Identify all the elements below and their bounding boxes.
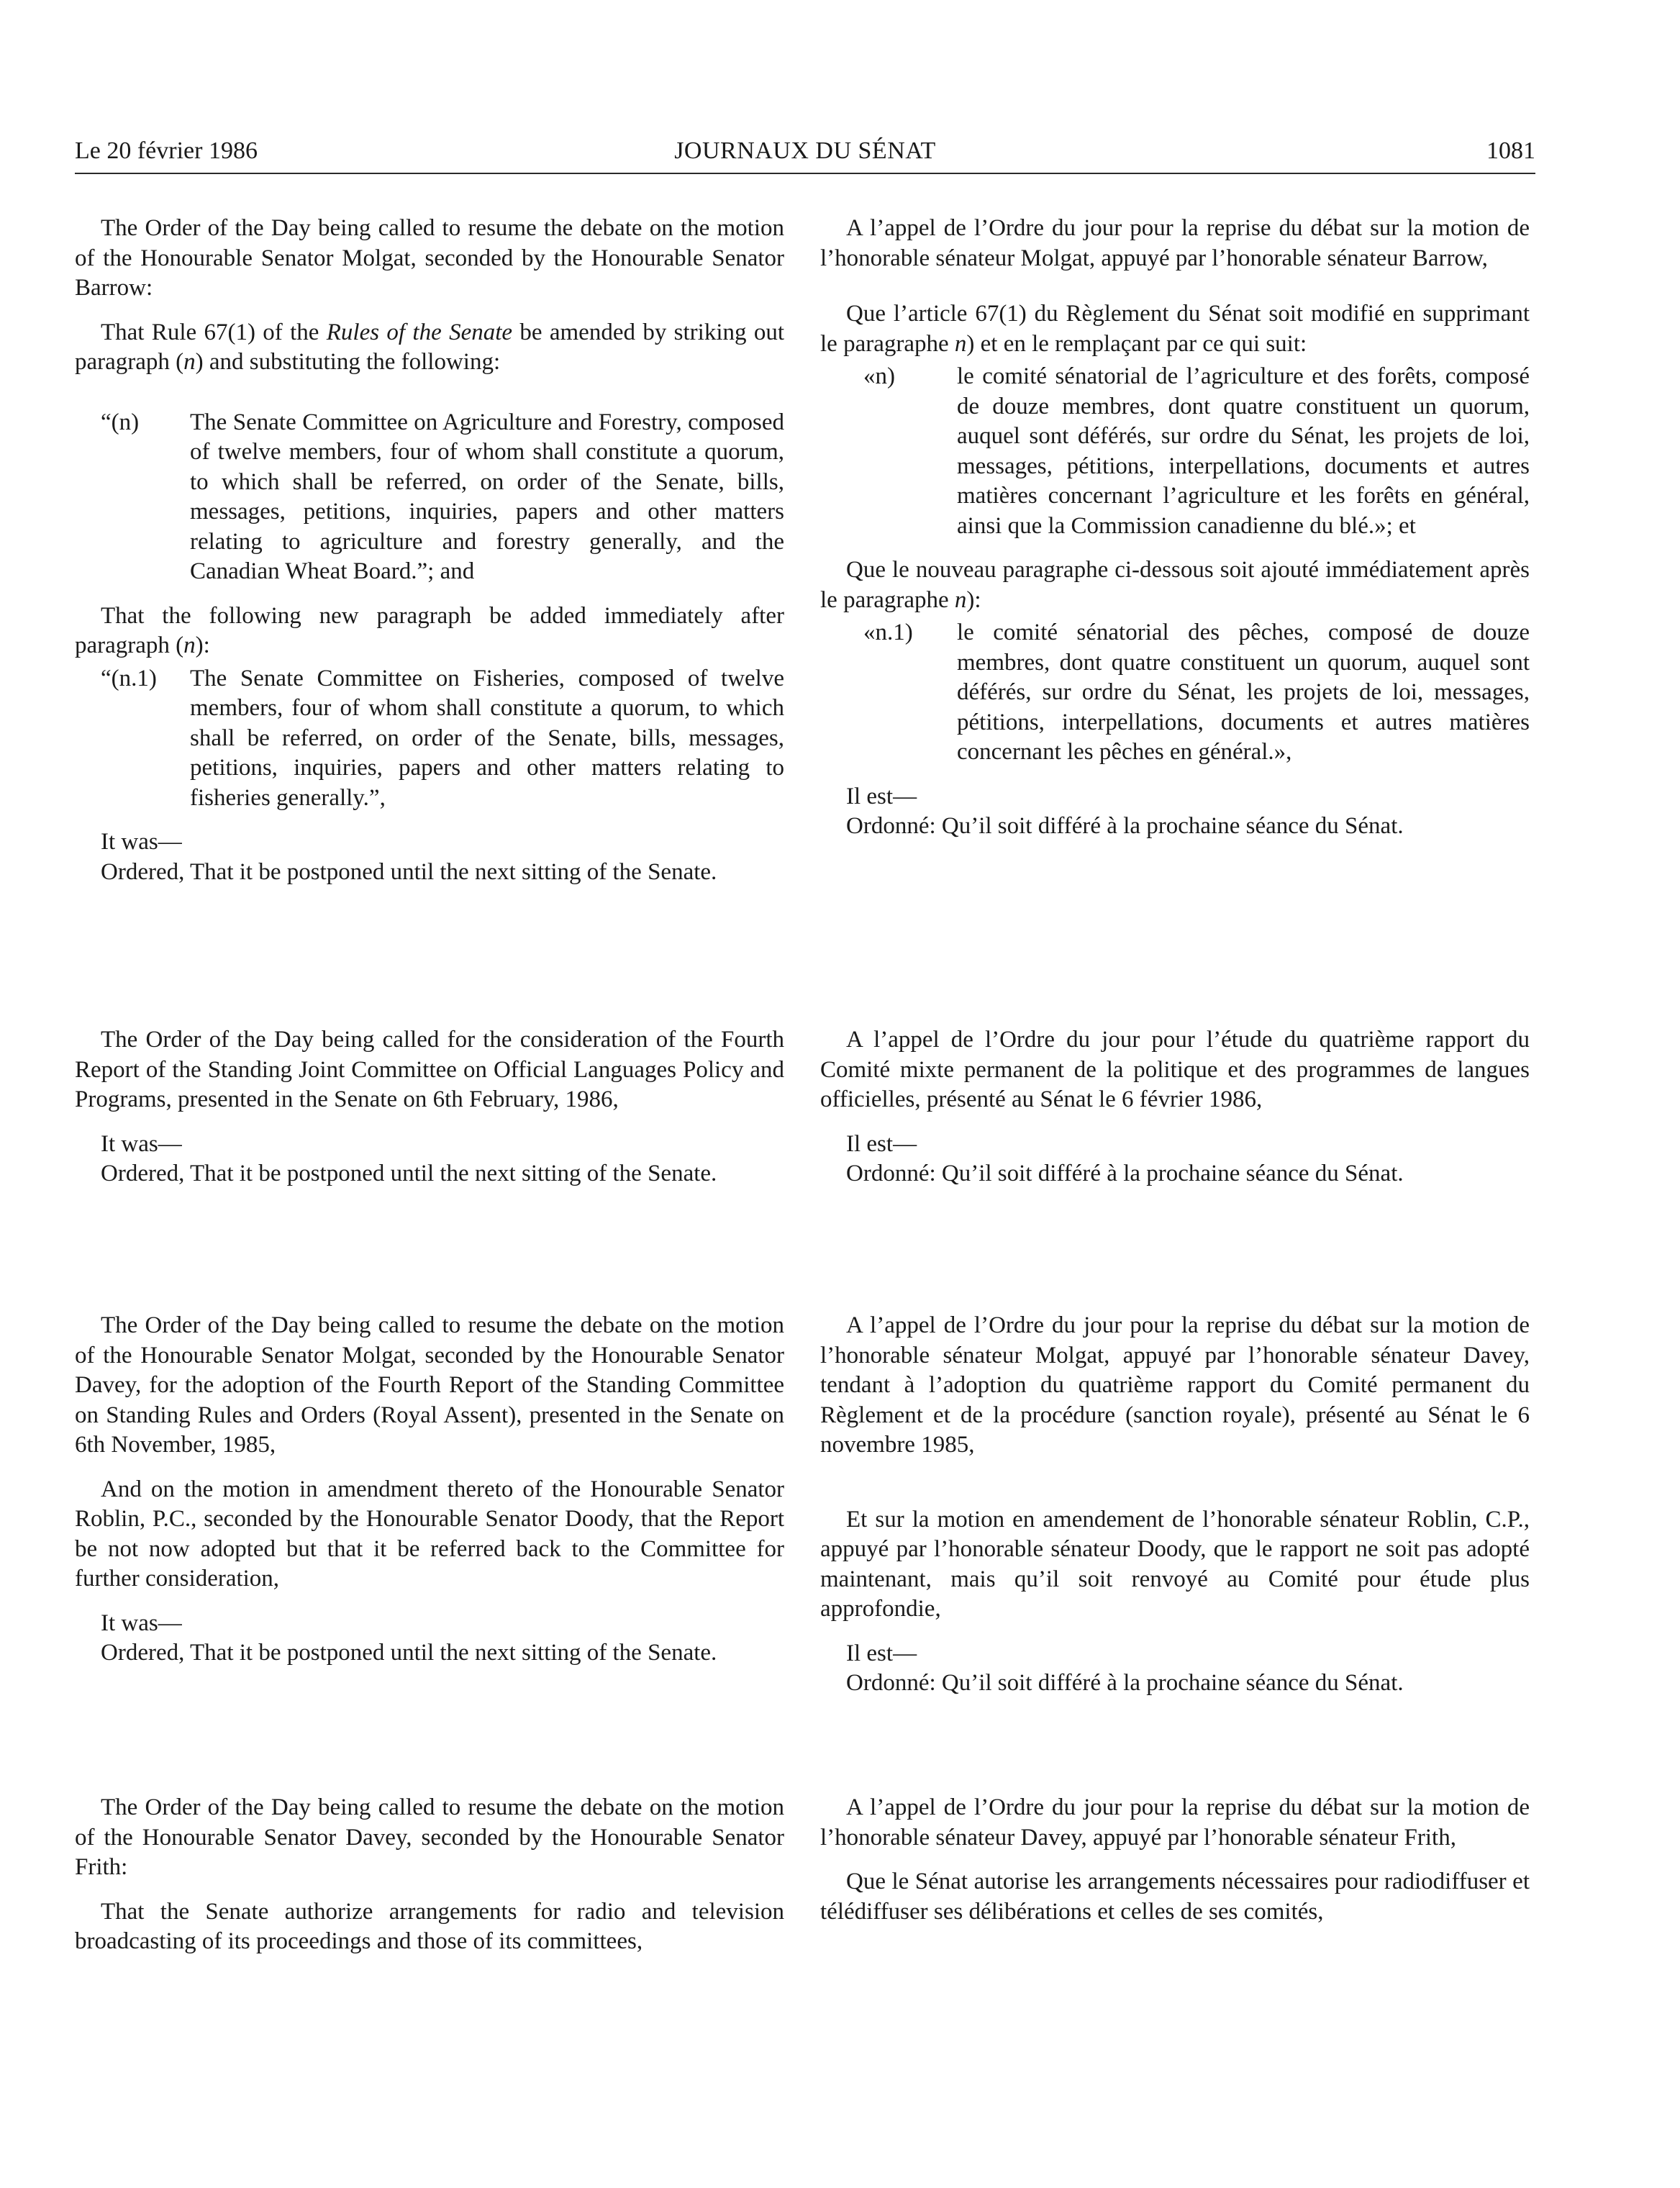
paragraph-label: «n.1) [863, 619, 913, 645]
section-2-french [820, 1025, 1530, 1189]
journal-title: JOURNAUX DU SÉNAT [674, 137, 936, 164]
section-intro: A l’appel de l’Ordre du jour pour l’étude du quatrième rapport du Comité mixte permanent de la politique et des programmes de langues officielles, présenté au Sénat le 6 février 1986, [820, 1027, 1530, 1112]
section-3-french [820, 1311, 1530, 1699]
amendment-text: Et sur la motion en amendement de l’honorable sénateur Roblin, C.P., appuyé par l’honorable sénateur Doody, que le rapport ne soit pas adopté maintenant, mais qu’il soit renvoyé au Comité pour étude plus approfondie, [820, 1506, 1530, 1622]
motion-text: Que le Sénat autorise les arrangements nécessaires pour radiodiffuser et télédiffuser ses délibérations et celles de ses comités, [820, 1869, 1530, 1925]
section-intro: The Order of the Day being called to resume the debate on the motion of the Honourable Senator Davey, seconded by the Honourable Senator Frith: [75, 1794, 784, 1880]
header-rule [75, 173, 1535, 174]
paragraph-label: “(n) [101, 409, 140, 435]
section-4-english [75, 1793, 784, 1957]
header-date: Le 20 février 1986 [75, 137, 258, 164]
paragraph-item-n [820, 362, 1530, 541]
section-intro: The Order of the Day being called to resume the debate on the motion of the Honourable Senator Molgat, seconded by the Honourable Senator Davey, for the adoption of the Fourth Report of the Standing Committee on Standing Rules and Orders (Royal Assent), presented in the Senate on 6th November, 1985, [75, 1312, 784, 1458]
paragraph-text: le comité sénatorial des pêches, composé de douze membres, dont quatre constituent un quorum, auquel sont déférés, sur ordre du Sénat, les projets de loi, messages, pétitions, interpellations, documents et autres matières concernant les pêches en général.», [957, 619, 1530, 765]
new-paragraph-text: That the following new paragraph be added immediately after paragraph (n): [75, 602, 784, 658]
section-intro: A l’appel de l’Ordre du jour pour la reprise du débat sur la motion de l’honorable sénateur Molgat, appuyé par l’honorable sénateur Davey, tendant à l’adoption du quatrième rapport du Comité permanent du Règlement et de la procédure (sanction royale), présenté au Sénat le 6 novembre 1985, [820, 1312, 1530, 1458]
ordonne-text: Ordonné: Qu’il soit différé à la prochaine séance du Sénat. [846, 813, 1404, 839]
il-est: Il est— [846, 783, 917, 809]
page-number: 1081 [1486, 137, 1535, 164]
paragraph-item-n [75, 408, 784, 587]
rule-amendment-text: That Rule 67(1) of the Rules of the Senate be amended by striking out paragraph (n) and substituting the following: [75, 319, 784, 375]
section-intro: A l’appel de l’Ordre du jour pour la reprise du débat sur la motion de l’honorable sénateur Davey, appuyé par l’honorable sénateur Frith, [820, 1794, 1530, 1851]
section-2-english [75, 1025, 784, 1189]
section-intro: A l’appel de l’Ordre du jour pour la reprise du débat sur la motion de l’honorable sénateur Molgat, appuyé par l’honorable sénateur Barrow, [820, 215, 1530, 271]
il-est: Il est— [846, 1130, 917, 1157]
section-3-english [75, 1311, 784, 1669]
paragraph-text: The Senate Committee on Fisheries, composed of twelve members, four of whom shall constitute a quorum, to which shall be referred, on order of the Senate, bills, messages, petitions, inquiries, papers and other matters relating to fisheries generally.”, [190, 665, 784, 811]
paragraph-item-n1 [75, 664, 784, 814]
section-1-french [820, 214, 1530, 842]
rule-amendment-text: Que l’article 67(1) du Règlement du Sénat soit modifié en supprimant le paragraphe n) et en le remplaçant par ce qui suit: [820, 301, 1530, 357]
rules-title: Rules of the Senate [326, 319, 513, 345]
paragraph-label: “(n.1) [101, 665, 157, 691]
amendment-text: And on the motion in amendment thereto of the Honourable Senator Roblin, P.C., seconded by the Honourable Senator Doody, that the Report be not now adopted but that it be referred back to the Committee for further consideration, [75, 1476, 784, 1592]
section-intro: The Order of the Day being called to resume the debate on the motion of the Honourable Senator Molgat, seconded by the Honourable Senator Barrow: [75, 215, 784, 301]
section-1-english [75, 214, 784, 887]
section-intro: The Order of the Day being called for the consideration of the Fourth Report of the Standing Joint Committee on Official Languages Policy and Programs, presented in the Senate on 6th February, 1986, [75, 1027, 784, 1112]
it-was: It was— [101, 829, 182, 855]
paragraph-text: The Senate Committee on Agriculture and Forestry, composed of twelve members, four of whom shall constitute a quorum, to which shall be referred, on order of the Senate, bills, messages, petitions, inquiries, papers and other matters relating to agriculture and forestry generally, and the Canadian Wheat Board.”; and [190, 409, 784, 584]
it-was: It was— [101, 1610, 182, 1636]
ordered-text: Ordered, That it be postponed until the next sitting of the Senate. [101, 858, 717, 885]
paragraph-text: le comité sénatorial de l’agriculture et des forêts, composé de douze membres, dont quatre constituent un quorum, auquel sont déférés, sur ordre du Sénat, les projets de loi, messages, pétitions, interpellations, documents et autres matières concernant l’agriculture et les forêts en général, ainsi que la Commission canadienne du blé.»; et [957, 363, 1530, 539]
motion-text: That the Senate authorize arrangements for radio and television broadcasting of its proceedings and those of its committees, [75, 1898, 784, 1954]
paragraph-item-n1 [820, 618, 1530, 768]
ordered-text: Ordered, That it be postponed until the next sitting of the Senate. [101, 1161, 717, 1186]
paragraph-label: «n) [863, 363, 895, 389]
page-header [75, 137, 1535, 173]
section-4-french [820, 1793, 1530, 1927]
ordonne-text: Ordonné: Qu’il soit différé à la prochaine séance du Sénat. [846, 1670, 1404, 1696]
new-paragraph-text: Que le nouveau paragraphe ci-dessous soit ajouté immédiatement après le paragraphe n): [820, 557, 1530, 613]
ordered-text: Ordered, That it be postponed until the next sitting of the Senate. [101, 1640, 717, 1666]
it-was: It was— [101, 1130, 182, 1157]
ordonne-text: Ordonné: Qu’il soit différé à la prochaine séance du Sénat. [846, 1161, 1404, 1186]
il-est: Il est— [846, 1640, 917, 1666]
